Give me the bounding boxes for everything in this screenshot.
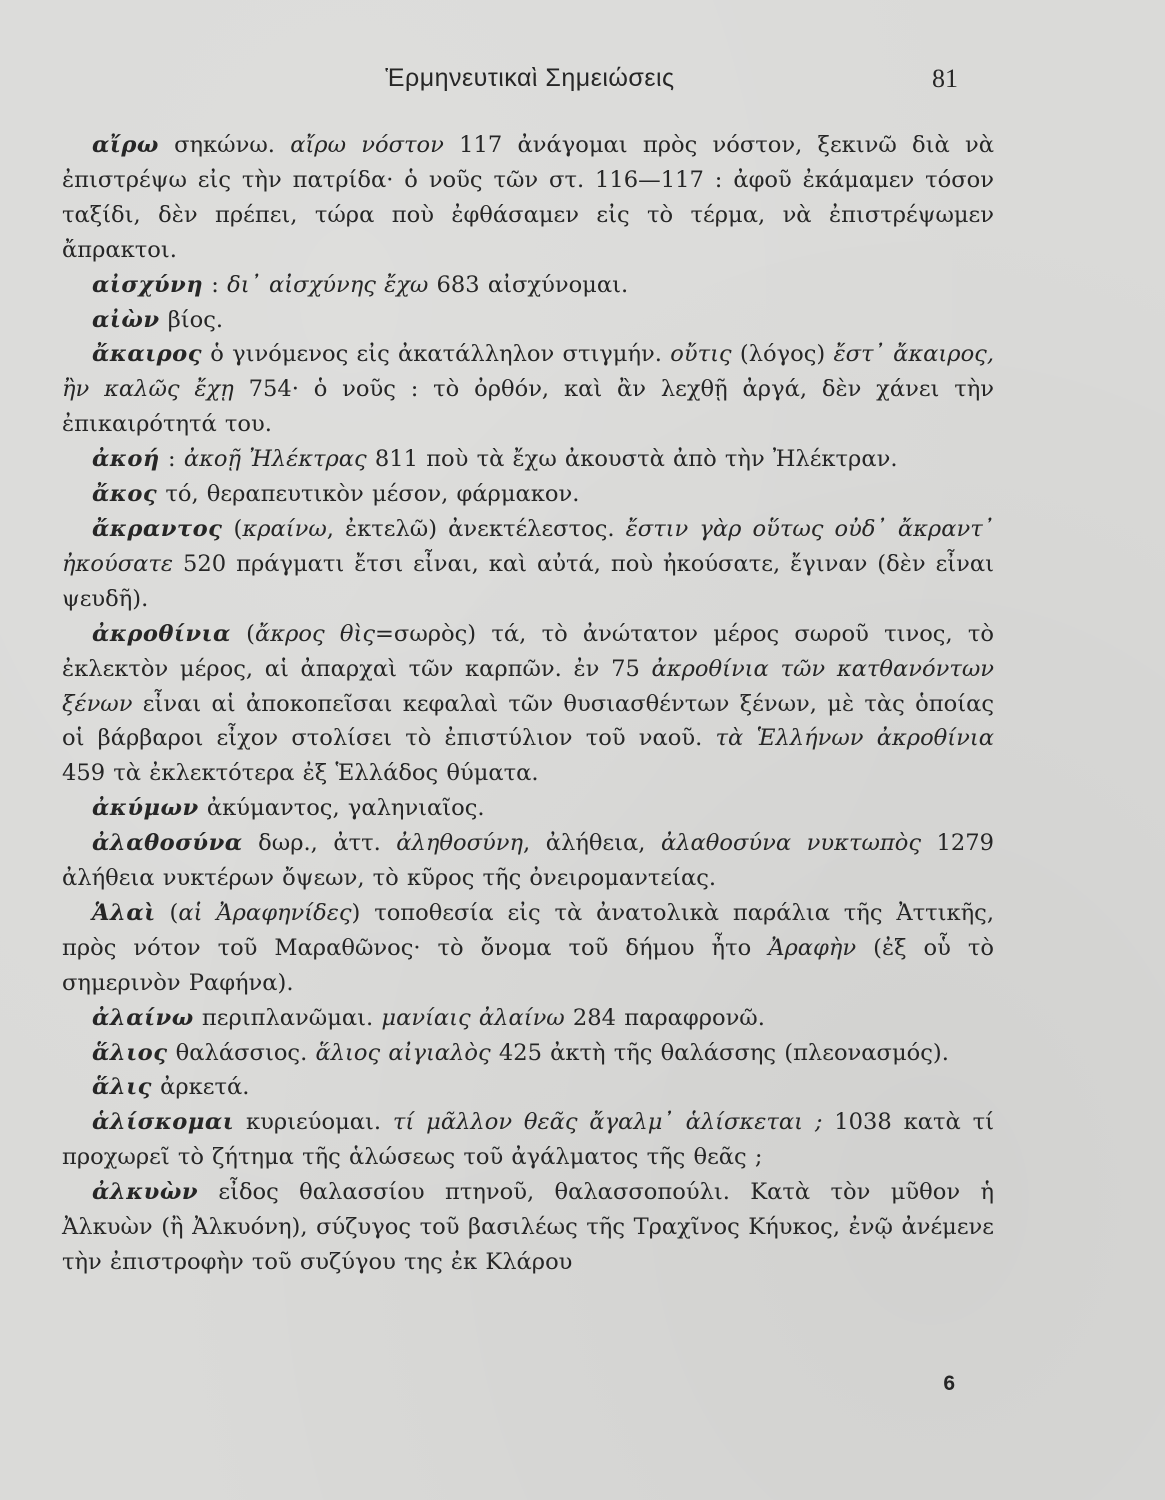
glossary-entry xyxy=(62,337,994,442)
entry-text: 1038 κατὰ τί προχωρεῖ τὸ ζήτημα τῆς ἁλώσεως τοῦ ἀγάλματος τῆς θεᾶς ; xyxy=(62,1109,995,1171)
entry-text: ( xyxy=(230,620,255,647)
page-number: 81 xyxy=(932,64,958,93)
entry-headword: ἄκαιρος xyxy=(92,341,202,368)
entry-text: εἶναι αἱ ἀποκοπεῖσαι κεφαλαὶ τῶν θυσιασθέντων ξένων, μὲ τὰς ὁποίας οἱ βάρβαροι εἶχον στολίσει τὸ ἐπιστύλιον τοῦ ναοῦ. xyxy=(62,690,994,752)
entry-headword: ἀλκυὼν xyxy=(92,1179,199,1206)
entry-text: 754· ὁ νοῦς : τὸ ὀρθόν, καὶ ἂν λεχθῇ ἀργά, δὲν χάνει τὴν ἐπικαιρότητά του. xyxy=(62,376,994,438)
glossary-entry xyxy=(62,1070,994,1105)
entry-text: θαλάσσιος. xyxy=(167,1039,316,1066)
glossary-entry xyxy=(62,1001,994,1036)
entry-text: : xyxy=(159,446,184,473)
entry-headword: ἅλιος xyxy=(92,1039,168,1066)
entry-text: ὁ γινόμενος εἰς ἀκατάλληλον στιγμήν. xyxy=(202,341,671,368)
glossary-entry xyxy=(62,303,994,338)
entry-headword: ἁλίσκομαι xyxy=(92,1109,235,1136)
entry-quote: δι᾽ αἰσχύνης ἔχω xyxy=(227,271,429,298)
entry-text: τό, θεραπευτικὸν μέσον, φάρμακον. xyxy=(157,481,580,508)
entry-text: κυριεύομαι. xyxy=(234,1109,393,1136)
entry-text: 1279 ἀλήθεια νυκτέρων ὄψεων, τὸ κῦρος τῆς ὀνειρομαντείας. xyxy=(62,830,994,892)
glossary-entry xyxy=(62,477,994,512)
entry-headword: αἰσχύνη xyxy=(92,271,204,298)
entry-text: 811 ποὺ τὰ ἔχω ἀκουστὰ ἀπὸ τὴν Ἠλέκτραν. xyxy=(366,446,898,473)
glossary-entry xyxy=(62,1036,994,1071)
entry-text: περιπλανῶμαι. xyxy=(193,1004,382,1031)
glossary-entry xyxy=(62,1105,994,1175)
entry-text: ἀκύμαντος, γαληνιαῖος. xyxy=(198,795,485,822)
entry-text: 459 τὰ ἐκλεκτότερα ἐξ Ἑλλάδος θύματα. xyxy=(62,760,539,787)
entry-headword: ἀκύμων xyxy=(92,795,199,822)
entry-text: 117 ἀνάγομαι πρὸς νόστον, ξεκινῶ διὰ νὰ ἐπιστρέψω εἰς τὴν πατρίδα· ὁ νοῦς τῶν στ. 116—117 : ἀφοῦ ἐκάμαμεν τόσον ταξίδι, δὲν πρέπει, τώρα ποὺ ἐφθάσαμεν εἰς τὸ τέρμα, νὰ ἐπιστρέψωμεν ἄπρακτοι. xyxy=(62,132,994,263)
page-header xyxy=(0,60,1165,100)
entry-text: ἀρκετά. xyxy=(151,1074,250,1101)
entry-text: =σωρὸς) τά, τὸ ἀνώτατον μέρος σωροῦ τινος, τὸ ἐκλεκτὸν μέρος, αἱ ἀπαρχαὶ τῶν καρπῶν. ἐν 75 xyxy=(62,620,994,682)
entry-quote: Ἀραφὴν xyxy=(768,934,857,961)
entry-headword: ἅλις xyxy=(92,1074,152,1101)
glossary-entry xyxy=(62,791,994,826)
entry-quote: ἀκροθίνια τῶν κατθανόντων ξένων xyxy=(62,655,994,717)
glossary-body xyxy=(62,128,994,1280)
entry-text: , ἀλήθεια, xyxy=(523,830,661,857)
entry-quote: αἴρω νόστον xyxy=(290,132,444,158)
glossary-entry xyxy=(62,128,994,268)
entry-headword: ἀκροθίνια xyxy=(92,620,231,647)
entry-quote: αἱ Ἀραφηνίδες xyxy=(178,899,352,926)
entry-headword: αἰὼν xyxy=(92,306,160,333)
entry-text: 284 παραφρονῶ. xyxy=(564,1004,765,1031)
entry-headword: αἴρω xyxy=(92,132,159,158)
entry-text: , ἐκτελῶ) ἀνεκτέλεστος. xyxy=(326,515,626,542)
running-title: Ἑρμηνευτικαὶ Σημειώσεις xyxy=(385,64,675,92)
glossary-entry xyxy=(62,512,994,617)
entry-headword: Ἁλαὶ xyxy=(92,899,156,926)
entry-headword: ἀκοή xyxy=(92,446,160,473)
entry-quote: ἄκρος θὶς xyxy=(255,620,375,647)
entry-quote: οὔτις xyxy=(670,341,732,368)
entry-quote: τί μᾶλλον θεᾶς ἄγαλμ᾽ ἁλίσκεται ; xyxy=(392,1109,823,1136)
entry-quote: μανίαις ἀλαίνω xyxy=(381,1004,565,1031)
entry-text: : xyxy=(203,271,228,298)
glossary-entry xyxy=(62,268,994,303)
glossary-entry xyxy=(62,617,994,792)
entry-headword: ἀλαθοσύνα xyxy=(92,830,243,857)
entry-quote: ἔστιν γὰρ οὕτως οὐδ᾽ ἄκραντ᾽ ἠκούσατε xyxy=(62,515,994,577)
signature-mark: 6 xyxy=(943,1372,955,1395)
entry-text: βίος. xyxy=(159,306,224,333)
entry-quote: ἀληθοσύνη xyxy=(396,830,524,857)
entry-text: ) τοποθεσία εἰς τὰ ἀνατολικὰ παράλια τῆς Ἀττικῆς, πρὸς νότον τοῦ Μαραθῶνος· τὸ ὄνομα τοῦ δήμου ἦτο xyxy=(62,899,994,961)
entry-text: 520 πράγματι ἔτσι εἶναι, καὶ αὐτά, ποὺ ἠκούσατε, ἔγιναν (δὲν εἶναι ψευδῆ). xyxy=(62,550,994,612)
entry-quote: ἅλιος αἰγιαλὸς xyxy=(315,1039,491,1066)
entry-text: εἶδος θαλασσίου πτηνοῦ, θαλασσοπούλι. Κατὰ τὸν μῦθον ἡ Ἀλκυὼν (ἢ Ἀλκυόνη), σύζυγος τοῦ βασιλέως τῆς Τραχῖνος Κήυκος, ἐνῷ ἀνέμενε τὴν ἐπιστροφὴν τοῦ συζύγου της ἐκ Κλάρου xyxy=(62,1179,994,1275)
entry-quote: τὰ Ἑλλήνων ἀκροθίνια xyxy=(715,725,994,752)
entry-text: (ἐξ οὗ τὸ σημερινὸν Ραφήνα). xyxy=(62,934,994,996)
entry-quote: κραίνω xyxy=(242,515,327,542)
entry-quote: ἀκοῇ Ἠλέκτρας xyxy=(183,446,367,473)
glossary-entry xyxy=(62,896,994,1001)
glossary-entry xyxy=(62,442,994,477)
entry-text: δωρ., ἀττ. xyxy=(242,830,397,857)
glossary-entry xyxy=(62,826,994,896)
entry-headword: ἄκραντος xyxy=(92,515,223,542)
entry-headword: ἄκος xyxy=(92,481,158,508)
entry-text: ( xyxy=(155,899,179,926)
entry-text: σηκώνω. xyxy=(158,132,291,158)
entry-text: 425 ἀκτὴ τῆς θαλάσσης (πλεονασμός). xyxy=(490,1039,949,1066)
entry-headword: ἀλαίνω xyxy=(92,1004,194,1031)
entry-text: (λόγος) xyxy=(731,341,834,368)
entry-quote: ἔστ᾽ ἄκαιρος, ἢν καλῶς ἔχῃ xyxy=(62,341,995,403)
entry-text: 683 αἰσχύνομαι. xyxy=(428,271,629,298)
entry-text: ( xyxy=(222,515,243,542)
entry-quote: ἀλαθοσύνα νυκτωπὸς xyxy=(660,830,921,857)
glossary-entry xyxy=(62,1175,994,1280)
